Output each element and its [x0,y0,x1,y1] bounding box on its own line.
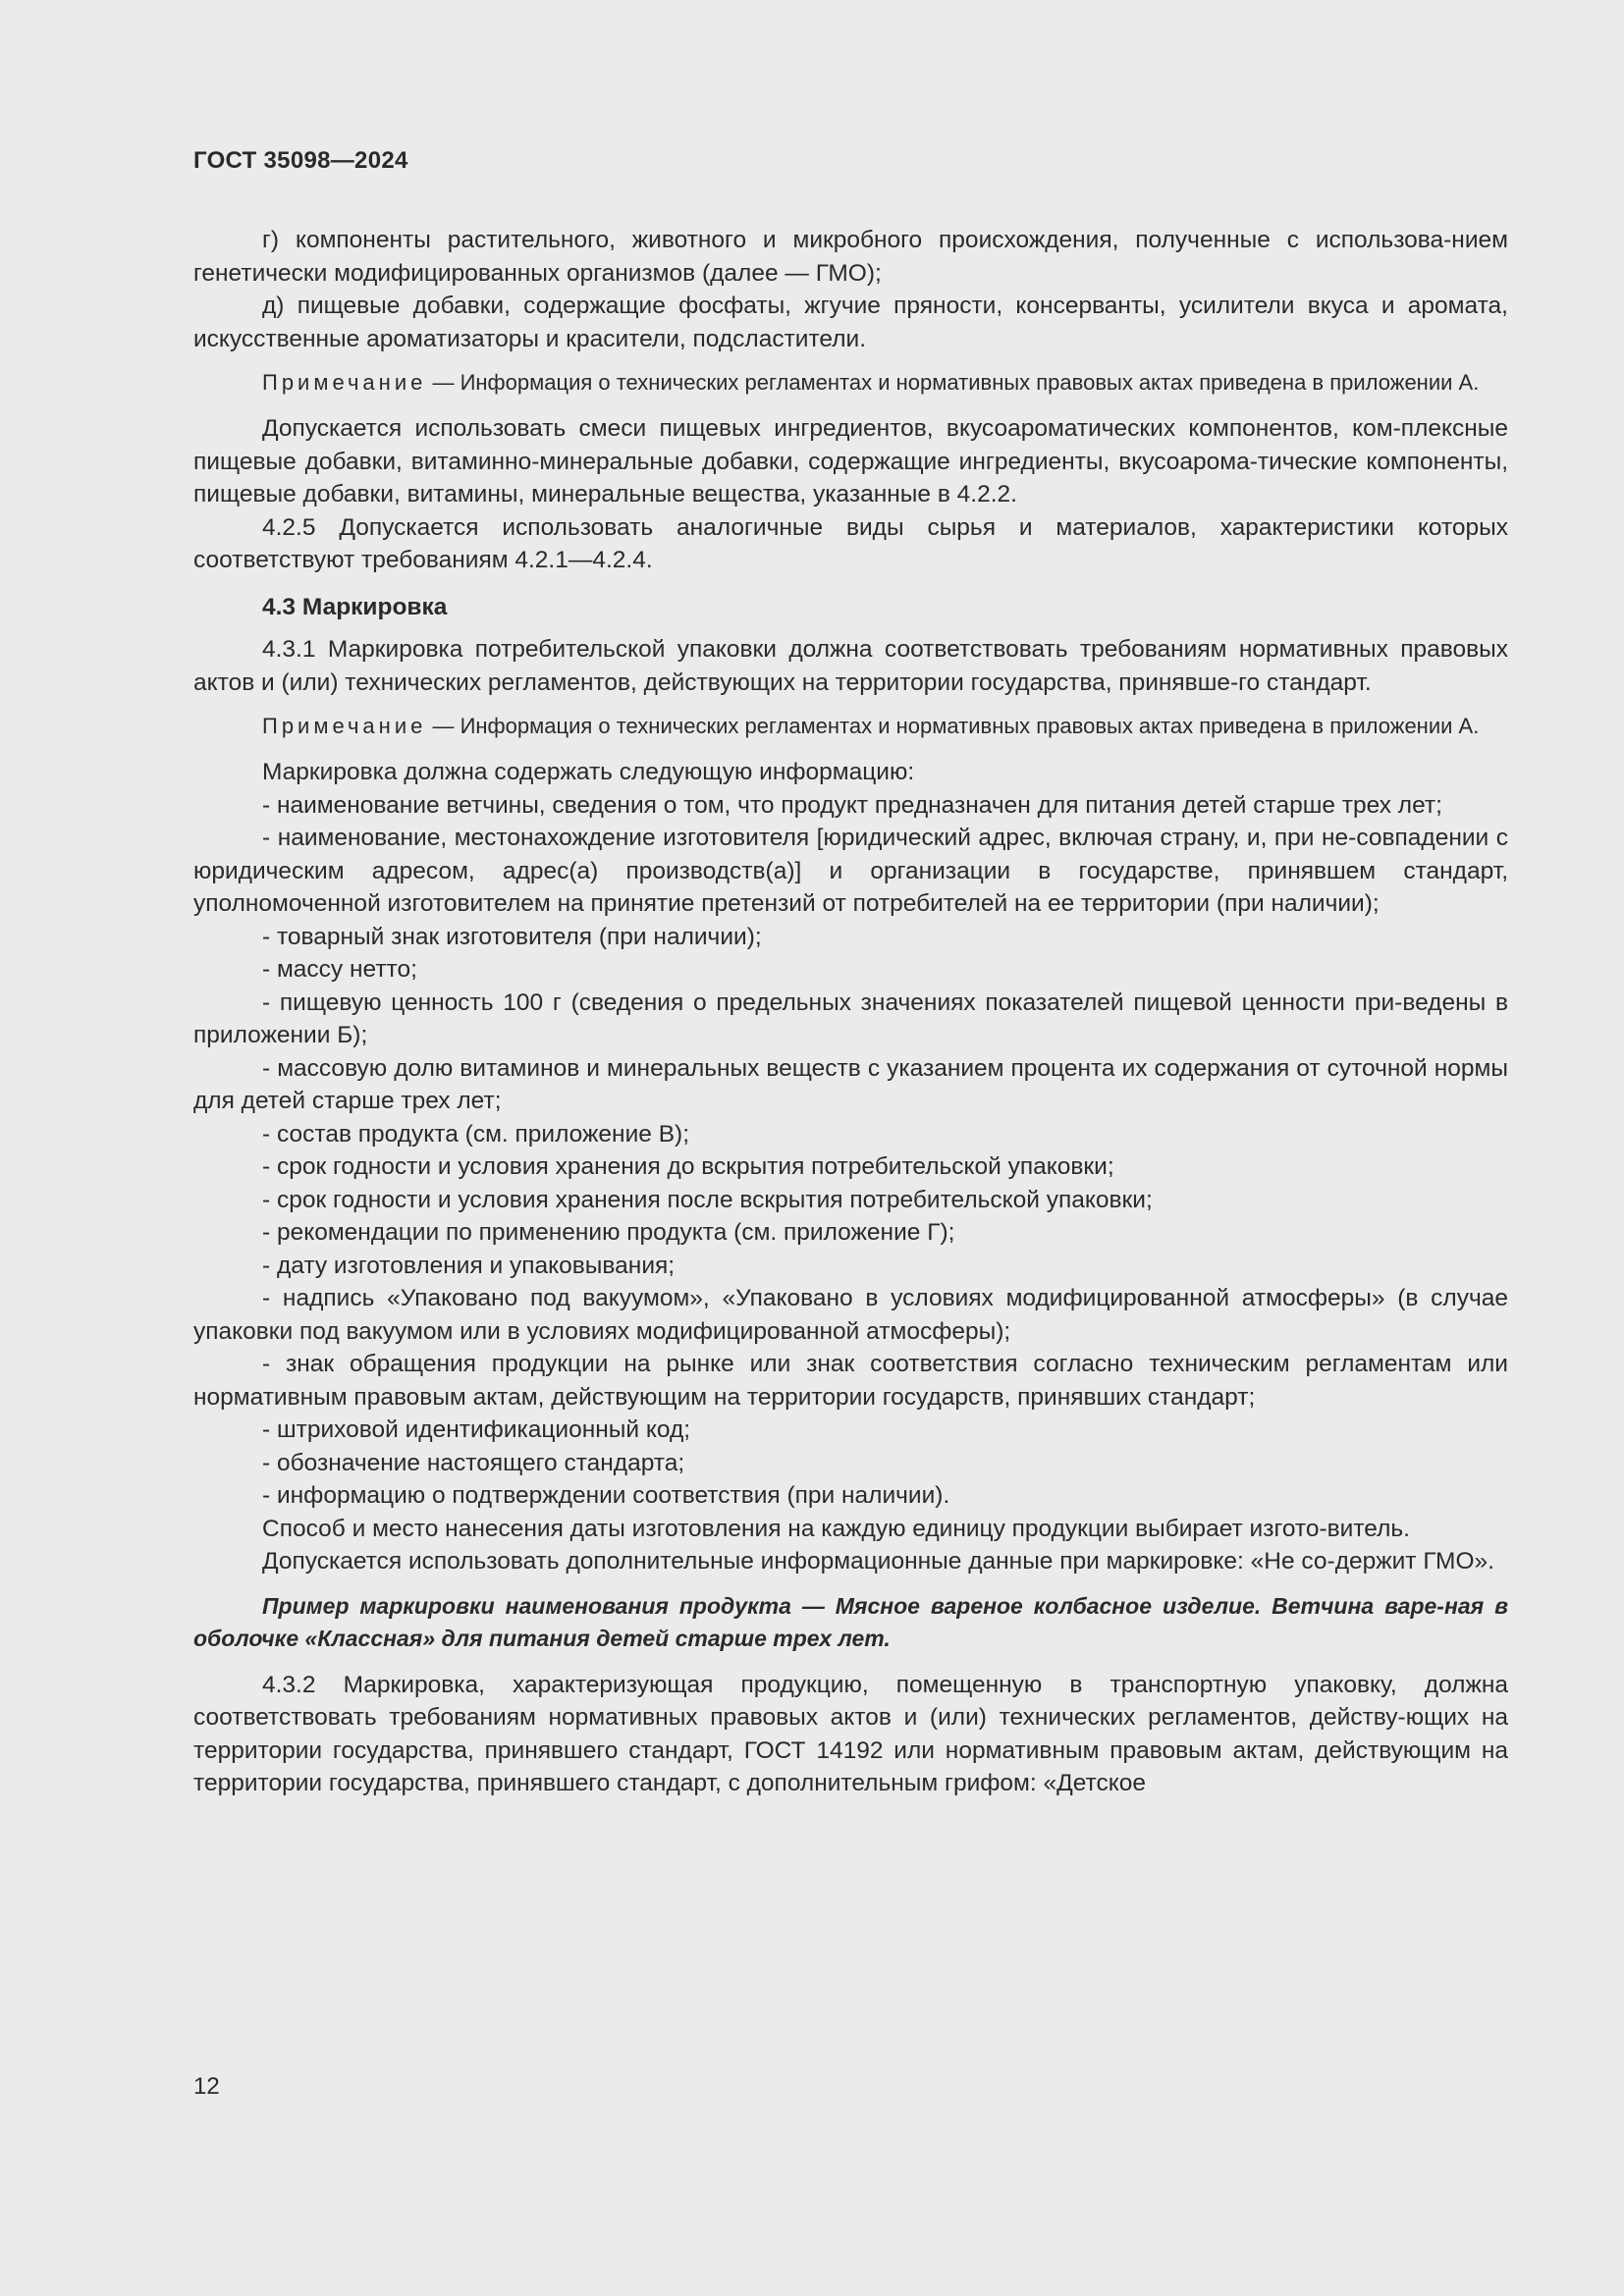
paragraph-text: 4.2.5 Допускается использовать аналогичные виды сырья и материалов, характеристики которых соответствуют требованиям 4.2.1—4.2.4. [193,513,1508,573]
paragraph-text: Пример маркировки наименования продукта — Мясное вареное колбасное изделие. Ветчина варе-ная в оболочке «Классная» для питания детей старше трех лет. [193,1592,1508,1651]
paragraph-text: - массу нетто; [262,956,417,983]
paragraph-text: - штриховой идентификационный код; [262,1416,691,1443]
paragraph-text: - массовую долю витаминов и минеральных веществ с указанием процента их содержания от суточной нормы для детей старше трех лет; [193,1054,1508,1114]
paragraph-text: Маркировка должна содержать следующую информацию: [262,759,915,785]
body-paragraph [193,1250,1508,1283]
body-paragraph [193,1513,1508,1546]
paragraph-text: — Информация о технических регламентах и нормативных правовых актах приведена в приложении А. [426,370,1480,395]
example-paragraph [193,1590,1508,1655]
note-paragraph [193,367,1508,399]
document-header: ГОСТ 35098—2024 [193,147,408,174]
body-paragraph [193,1052,1508,1118]
body-paragraph [193,1118,1508,1151]
body-paragraph [193,1545,1508,1578]
body-paragraph [193,224,1508,290]
paragraph-text: Допускается использовать дополнительные информационные данные при маркировке: «Не со-держит ГМО». [262,1548,1494,1575]
note-paragraph [193,711,1508,742]
body-paragraph [193,1414,1508,1447]
paragraph-text: - информацию о подтверждении соответствия (при наличии). [262,1482,950,1509]
body-paragraph [193,822,1508,921]
paragraph-text: Способ и место нанесения даты изготовления на каждую единицу продукции выбирает изгото-витель. [262,1515,1410,1542]
paragraph-text: - знак обращения продукции на рынке или знак соответствия согласно техническим регламентам или нормативным правовым актам, действующим на территории государств, принявших стандарт; [193,1351,1508,1411]
paragraph-text: — Информация о технических регламентах и нормативных правовых актах приведена в приложении А. [426,714,1480,738]
body-paragraph [193,1216,1508,1250]
document-body [193,224,1508,1800]
paragraph-text: - пищевую ценность 100 г (сведения о предельных значениях показателей пищевой ценности при-ведены в приложении Б); [193,988,1508,1048]
body-paragraph [193,987,1508,1052]
paragraph-text: - наименование, местонахождение изготовителя [юридический адрес, включая страну, и, при не-совпадении с юридическим адресом, адрес(а) производств(а)] и организации в государстве, принявшем стандарт, уполномоченной изготовителем на принятие претензий от потребителей на ее территории (при наличии); [193,825,1508,917]
paragraph-text: - рекомендации по применению продукта (см. приложение Г); [262,1219,955,1246]
paragraph-text: г) компоненты растительного, животного и микробного происхождения, полученные с использова-нием генетически модифицированных организмов (далее — ГМО); [193,227,1508,287]
page-number: 12 [193,2073,220,2100]
section-heading [193,591,1508,624]
body-paragraph [193,1282,1508,1348]
paragraph-text: - наименование ветчины, сведения о том, что продукт предназначен для питания детей старше трех лет; [262,791,1442,819]
paragraph-text: - надпись «Упаковано под вакуумом», «Упаковано в условиях модифицированной атмосферы» (в случае упаковки под вакуумом или в условиях модифицированной атмосферы); [193,1285,1508,1345]
note-label: Примечание [262,714,427,738]
paragraph-text: - срок годности и условия хранения после вскрытия потребительской упаковки; [262,1186,1153,1213]
paragraph-text: - срок годности и условия хранения до вскрытия потребительской упаковки; [262,1153,1114,1180]
paragraph-text: Допускается использовать смеси пищевых ингредиентов, вкусоароматических компонентов, ком-плексные пищевые добавки, витаминно-минеральные добавки, содержащие ингредиенты, вкусоарома-тические компоненты, пищевые добавки, витамины, минеральные вещества, указанные в 4.2.2. [193,415,1508,507]
note-label: Примечание [262,370,427,395]
paragraph-text: д) пищевые добавки, содержащие фосфаты, жгучие пряности, консерванты, усилители вкуса и аромата, искусственные ароматизаторы и красители, подсластители. [193,293,1508,352]
paragraph-text: - обозначение настоящего стандарта; [262,1449,685,1476]
body-paragraph [193,290,1508,355]
body-paragraph [193,1479,1508,1513]
body-paragraph [193,921,1508,954]
paragraph-text: - товарный знак изготовителя (при наличии); [262,923,762,950]
body-paragraph [193,1348,1508,1414]
body-paragraph [193,633,1508,699]
paragraph-text: - дату изготовления и упаковывания; [262,1252,676,1279]
paragraph-text: - состав продукта (см. приложение В); [262,1120,689,1148]
body-paragraph [193,412,1508,511]
paragraph-text: 4.3.1 Маркировка потребительской упаковки должна соответствовать требованиям нормативных правовых актов и (или) технических регламентов, действующих на территории государства, принявше-го стандарт. [193,636,1508,696]
paragraph-text: 4.3.2 Маркировка, характеризующая продукцию, помещенную в транспортную упаковку, должна соответствовать требованиям нормативных правовых актов и (или) технических регламентов, действу-ющих на территории государства, принявшего стандарт, ГОСТ 14192 или нормативным правовым актам, действующим на территории государства, принявшего стандарт, с дополнительным грифом: «Детское [193,1671,1508,1796]
body-paragraph [193,756,1508,789]
paragraph-text: 4.3 Маркировка [262,593,448,620]
body-paragraph [193,1150,1508,1184]
body-paragraph [193,1447,1508,1480]
body-paragraph [193,789,1508,823]
body-paragraph [193,1184,1508,1217]
body-paragraph [193,511,1508,577]
body-paragraph [193,1669,1508,1800]
body-paragraph [193,953,1508,987]
